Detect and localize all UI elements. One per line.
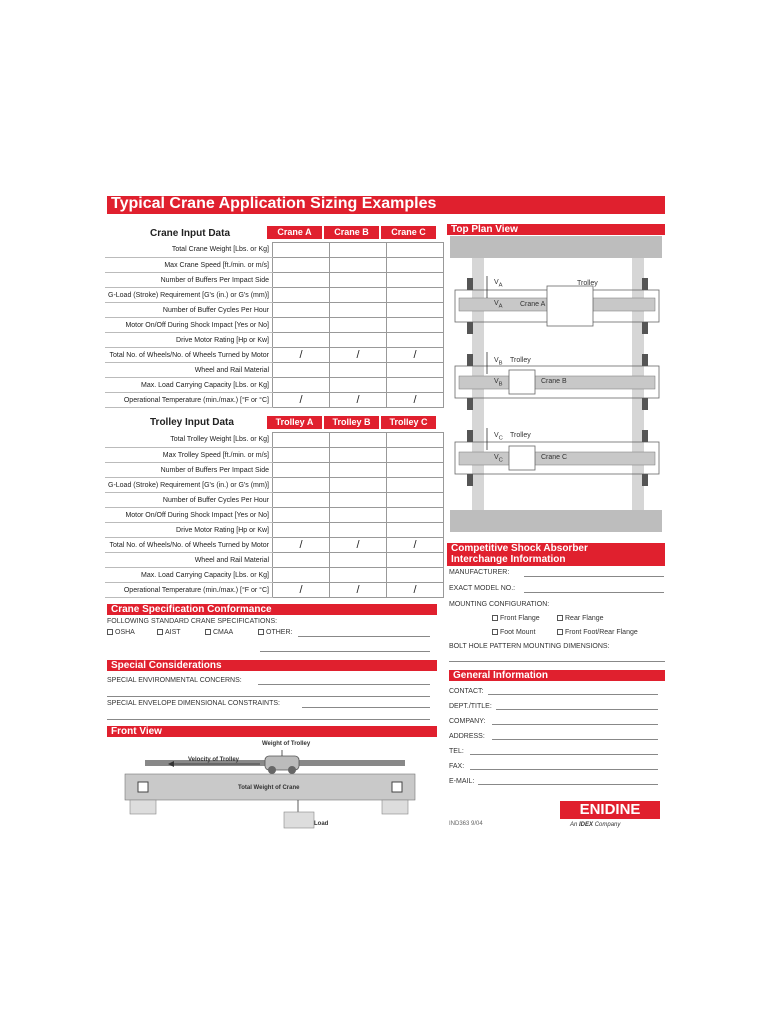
input-cell[interactable] <box>330 273 387 288</box>
vb-label-2: $V_B$ <box>494 378 503 388</box>
table-row <box>105 363 444 378</box>
row-label: Wheel and Rail Material <box>105 363 273 378</box>
input-cell[interactable] <box>330 363 387 378</box>
contact-label: CONTACT: <box>449 688 484 695</box>
front-view-heading: Front View <box>107 726 437 737</box>
va-label-2: $V_A$ <box>494 300 503 310</box>
row-label: Max. Load Carrying Capacity [Lbs. or Kg] <box>105 568 273 583</box>
input-cell[interactable] <box>330 243 387 258</box>
osha-option[interactable]: OSHA <box>107 629 135 636</box>
input-cell[interactable] <box>330 493 387 508</box>
table-row <box>105 273 444 288</box>
front-flange-option[interactable]: Front Flange <box>492 615 540 622</box>
trolley-label-a: Trolley <box>577 280 598 287</box>
trolley-label-c: Trolley <box>510 432 531 439</box>
table-row <box>105 568 444 583</box>
load-block <box>284 812 314 828</box>
dept-label: DEPT./TITLE: <box>449 703 492 710</box>
trolley-wheel <box>288 766 296 774</box>
input-cell[interactable] <box>387 258 444 273</box>
tel-field[interactable] <box>470 754 658 755</box>
top-rail <box>450 236 662 258</box>
input-cell[interactable] <box>387 433 444 448</box>
input-cell[interactable] <box>330 318 387 333</box>
input-cell[interactable] <box>273 523 330 538</box>
crane-a-label: Crane A <box>520 301 546 308</box>
crane-b-header: Crane B <box>324 226 379 239</box>
bolt-hole-field[interactable] <box>449 661 665 662</box>
input-cell[interactable] <box>387 243 444 258</box>
input-cell[interactable] <box>273 333 330 348</box>
table-row <box>105 448 444 463</box>
trolley-c-header: Trolley C <box>381 416 436 429</box>
row-label: Number of Buffer Cycles Per Hour <box>105 493 273 508</box>
trolley-input-table <box>105 432 444 598</box>
table-row <box>105 333 444 348</box>
crane-b-wheel <box>467 398 473 410</box>
crane-b-label: Crane B <box>541 378 567 385</box>
table-row <box>105 378 444 393</box>
top-plan-heading: Top Plan View <box>447 224 665 235</box>
row-label: Operational Temperature (min./max.) [°F or °C] <box>105 583 273 598</box>
input-cell[interactable]: / <box>330 538 387 553</box>
bottom-rail <box>450 510 662 532</box>
input-cell[interactable] <box>387 288 444 303</box>
input-cell[interactable] <box>273 378 330 393</box>
checkbox[interactable] <box>557 615 563 621</box>
table-row <box>105 288 444 303</box>
tel-label: TEL: <box>449 748 464 755</box>
input-cell[interactable]: / <box>330 348 387 363</box>
contact-field[interactable] <box>488 694 658 695</box>
input-cell[interactable] <box>330 568 387 583</box>
crane-c-header: Crane C <box>381 226 436 239</box>
table-row <box>105 318 444 333</box>
crane-c-wheel <box>642 474 648 486</box>
input-cell[interactable] <box>330 448 387 463</box>
other-field-2[interactable] <box>260 651 430 652</box>
input-cell[interactable] <box>387 363 444 378</box>
input-cell[interactable]: / <box>330 583 387 598</box>
row-label: Total No. of Wheels/No. of Wheels Turned by Motor <box>105 538 273 553</box>
input-cell[interactable]: / <box>273 538 330 553</box>
row-label: Number of Buffers Per Impact Side <box>105 273 273 288</box>
input-cell[interactable] <box>387 333 444 348</box>
input-cell[interactable] <box>273 463 330 478</box>
crane-c-wheel <box>642 430 648 442</box>
row-label: G-Load (Stroke) Requirement [G's (in.) or G's (mm)] <box>105 288 273 303</box>
dept-field[interactable] <box>496 709 658 710</box>
input-cell[interactable] <box>330 258 387 273</box>
wheel-left <box>138 782 148 792</box>
trolley-wheel <box>268 766 276 774</box>
input-cell[interactable] <box>273 568 330 583</box>
trolley-a-header: Trolley A <box>267 416 322 429</box>
table-row <box>105 553 444 568</box>
competitive-heading: Competitive Shock Absorber Interchange Information <box>447 543 665 566</box>
input-cell[interactable] <box>387 553 444 568</box>
cmaa-option[interactable]: CMAA <box>205 629 233 636</box>
input-cell[interactable] <box>273 363 330 378</box>
input-cell[interactable] <box>330 433 387 448</box>
row-label: Number of Buffer Cycles Per Hour <box>105 303 273 318</box>
envelope-label: SPECIAL ENVELOPE DIMENSIONAL CONSTRAINTS: <box>107 700 280 707</box>
wheel-right <box>392 782 402 792</box>
row-label: Wheel and Rail Material <box>105 553 273 568</box>
table-row <box>105 478 444 493</box>
checkbox[interactable] <box>492 629 498 635</box>
checkbox[interactable] <box>557 629 563 635</box>
input-cell[interactable]: / <box>387 393 444 408</box>
input-cell[interactable] <box>273 288 330 303</box>
address-label: ADDRESS: <box>449 733 485 740</box>
manufacturer-field[interactable] <box>524 576 664 577</box>
input-cell[interactable] <box>273 258 330 273</box>
input-cell[interactable] <box>273 508 330 523</box>
row-label: Number of Buffers Per Impact Side <box>105 463 273 478</box>
email-field[interactable] <box>478 784 658 785</box>
load-label: Load <box>314 821 329 827</box>
row-label: G-Load (Stroke) Requirement [G's (in.) or G's (mm)] <box>105 478 273 493</box>
input-cell[interactable] <box>273 493 330 508</box>
input-cell[interactable] <box>387 493 444 508</box>
crane-c-wheel <box>467 430 473 442</box>
document-code: IND363 9/04 <box>449 821 483 827</box>
fax-label: FAX: <box>449 763 465 770</box>
front-foot-rear-option[interactable]: Front Foot/Rear Flange <box>557 629 638 636</box>
vc-label-1: $V_C$ <box>494 432 503 442</box>
address-field[interactable] <box>492 739 658 740</box>
crane-a-wheel <box>642 322 648 334</box>
model-label: EXACT MODEL NO.: <box>449 585 516 592</box>
row-label: Max. Load Carrying Capacity [Lbs. or Kg] <box>105 378 273 393</box>
model-field[interactable] <box>524 592 664 593</box>
checkbox[interactable] <box>157 629 163 635</box>
company-label: COMPANY: <box>449 718 486 725</box>
manufacturer-label: MANUFACTURER: <box>449 569 510 576</box>
input-cell[interactable] <box>387 523 444 538</box>
envelope-field-2[interactable] <box>107 719 430 720</box>
crane-input-heading: Crane Input Data <box>150 228 231 239</box>
input-cell[interactable] <box>387 318 444 333</box>
input-cell[interactable] <box>387 508 444 523</box>
input-cell[interactable] <box>273 478 330 493</box>
row-label: Max Crane Speed [ft./min. or m/s] <box>105 258 273 273</box>
input-cell[interactable] <box>273 433 330 448</box>
table-row <box>105 303 444 318</box>
va-label-1: $V_A$ <box>494 279 503 289</box>
crane-input-table <box>105 242 444 408</box>
input-cell[interactable] <box>273 243 330 258</box>
vc-label-2: $V_C$ <box>494 454 503 464</box>
trolley-label-b: Trolley <box>510 357 531 364</box>
table-row <box>105 433 444 448</box>
crane-a-wheel <box>467 322 473 334</box>
idex-tagline: An IDEX Company <box>570 822 621 828</box>
row-label: Drive Motor Rating [Hp or Kw] <box>105 523 273 538</box>
checkbox[interactable] <box>107 629 113 635</box>
input-cell[interactable] <box>330 478 387 493</box>
input-cell[interactable]: / <box>387 348 444 363</box>
aist-option[interactable]: AIST <box>157 629 181 636</box>
input-cell[interactable] <box>273 273 330 288</box>
environmental-label: SPECIAL ENVIRONMENTAL CONCERNS: <box>107 677 242 684</box>
table-row <box>105 393 444 408</box>
page-title: Typical Crane Application Sizing Examples <box>111 195 437 212</box>
input-cell[interactable] <box>273 318 330 333</box>
input-cell[interactable] <box>273 303 330 318</box>
input-cell[interactable] <box>387 478 444 493</box>
row-label: Total Crane Weight [Lbs. or Kg] <box>105 243 273 258</box>
input-cell[interactable] <box>330 508 387 523</box>
input-cell[interactable] <box>387 378 444 393</box>
crane-b-wheel <box>642 354 648 366</box>
crane-c-wheel <box>467 474 473 486</box>
vb-label-1: $V_B$ <box>494 357 503 367</box>
input-cell[interactable] <box>273 553 330 568</box>
checkbox[interactable] <box>205 629 211 635</box>
table-row <box>105 538 444 553</box>
input-cell[interactable] <box>330 378 387 393</box>
company-field[interactable] <box>492 724 658 725</box>
input-cell[interactable]: / <box>330 393 387 408</box>
table-row <box>105 463 444 478</box>
row-label: Motor On/Off During Shock Impact [Yes or No] <box>105 318 273 333</box>
environmental-field-2[interactable] <box>107 696 430 697</box>
top-plan-diagram <box>447 236 665 536</box>
input-cell[interactable] <box>330 333 387 348</box>
mounting-label: MOUNTING CONFIGURATION: <box>449 601 550 608</box>
foot-mount-option[interactable]: Foot Mount <box>492 629 535 636</box>
input-cell[interactable]: / <box>273 348 330 363</box>
trolley-b <box>509 370 535 394</box>
input-cell[interactable] <box>330 463 387 478</box>
left-support <box>130 800 156 814</box>
table-row <box>105 508 444 523</box>
rear-flange-option[interactable]: Rear Flange <box>557 615 604 622</box>
trolley-c <box>509 446 535 470</box>
crane-a-wheel <box>467 278 473 290</box>
trolley-input-heading: Trolley Input Data <box>150 417 234 428</box>
row-label: Max Trolley Speed [ft./min. or m/s] <box>105 448 273 463</box>
input-cell[interactable] <box>330 303 387 318</box>
following-label: FOLLOWING STANDARD CRANE SPECIFICATIONS: <box>107 618 278 625</box>
input-cell[interactable]: / <box>387 538 444 553</box>
conformance-heading: Crane Specification Conformance <box>107 604 437 615</box>
input-cell[interactable]: / <box>273 583 330 598</box>
row-label: Drive Motor Rating [Hp or Kw] <box>105 333 273 348</box>
row-label: Total No. of Wheels/No. of Wheels Turned by Motor <box>105 348 273 363</box>
envelope-field[interactable] <box>302 707 430 708</box>
checkbox[interactable] <box>492 615 498 621</box>
trolley-a <box>547 286 593 326</box>
velocity-of-trolley-label: Velocity of Trolley <box>188 757 240 763</box>
input-cell[interactable] <box>273 448 330 463</box>
other-option[interactable]: OTHER: <box>258 629 292 636</box>
title-bar <box>107 196 665 214</box>
input-cell[interactable] <box>387 303 444 318</box>
weight-of-trolley-label: Weight of Trolley <box>262 741 311 747</box>
crane-b-wheel <box>642 398 648 410</box>
input-cell[interactable] <box>387 448 444 463</box>
enidine-logo: ENIDINE <box>560 801 660 819</box>
general-heading: General Information <box>449 670 665 681</box>
email-label: E-MAIL: <box>449 778 475 785</box>
special-heading: Special Considerations <box>107 660 437 671</box>
input-cell[interactable] <box>387 463 444 478</box>
trolley-b-header: Trolley B <box>324 416 379 429</box>
total-weight-of-crane-label: Total Weight of Crane <box>238 785 300 791</box>
row-label: Motor On/Off During Shock Impact [Yes or No] <box>105 508 273 523</box>
crane-b-wheel <box>467 354 473 366</box>
table-row <box>105 493 444 508</box>
input-cell[interactable] <box>387 568 444 583</box>
right-support <box>382 800 408 814</box>
input-cell[interactable] <box>330 553 387 568</box>
input-cell[interactable]: / <box>387 583 444 598</box>
input-cell[interactable] <box>387 273 444 288</box>
other-field[interactable] <box>298 636 430 637</box>
input-cell[interactable]: / <box>273 393 330 408</box>
row-label: Operational Temperature (min./max.) [°F or °C] <box>105 393 273 408</box>
bolt-hole-label: BOLT HOLE PATTERN MOUNTING DIMENSIONS: <box>449 643 610 650</box>
table-row <box>105 258 444 273</box>
table-row <box>105 583 444 598</box>
input-cell[interactable] <box>330 523 387 538</box>
crane-a-wheel <box>642 278 648 290</box>
crane-a-header: Crane A <box>267 226 322 239</box>
front-view-diagram <box>120 738 420 830</box>
input-cell[interactable] <box>330 288 387 303</box>
row-label: Total Trolley Weight [Lbs. or Kg] <box>105 433 273 448</box>
fax-field[interactable] <box>470 769 658 770</box>
table-row <box>105 348 444 363</box>
table-row <box>105 243 444 258</box>
checkbox[interactable] <box>258 629 264 635</box>
table-row <box>105 523 444 538</box>
crane-c-label: Crane C <box>541 454 568 461</box>
environmental-field[interactable] <box>258 684 430 685</box>
